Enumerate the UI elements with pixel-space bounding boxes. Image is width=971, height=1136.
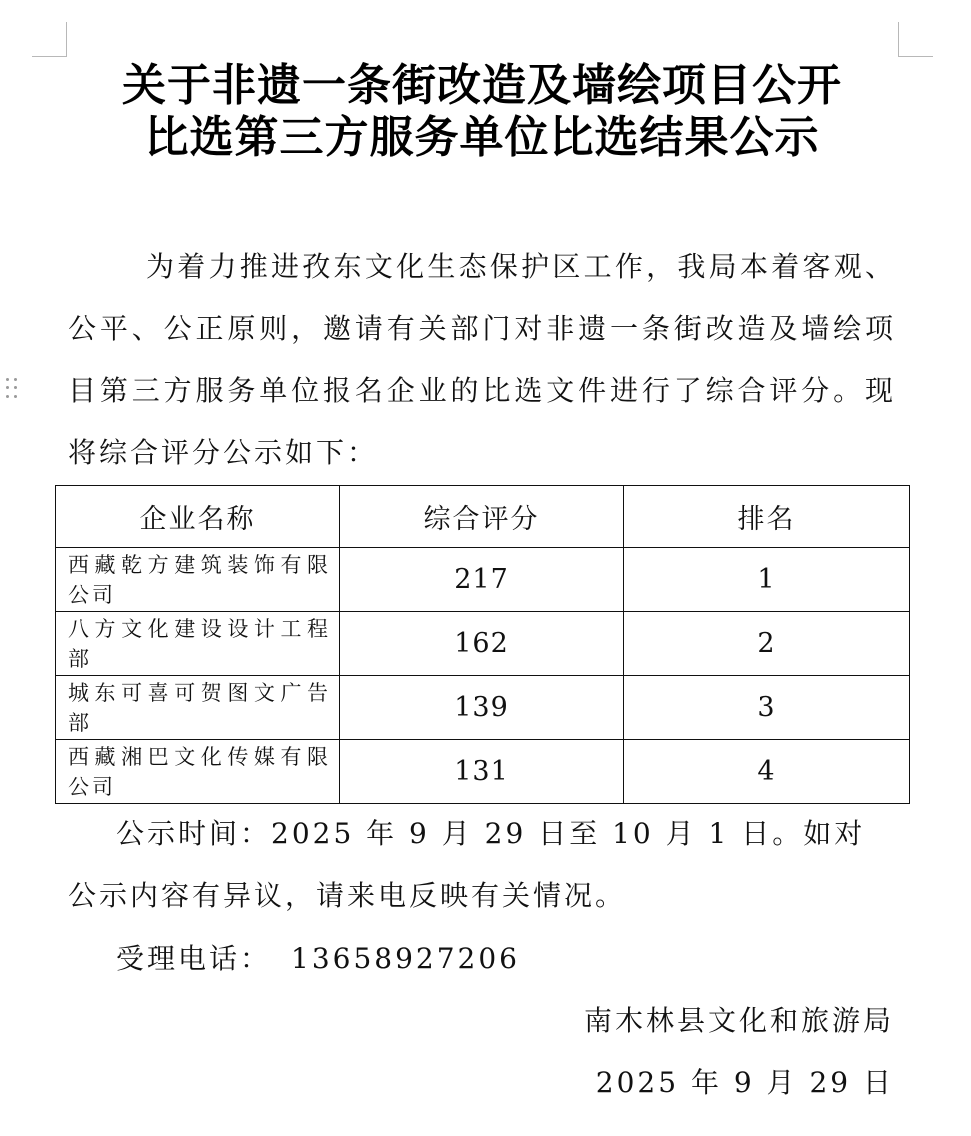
contact-label: 受理电话： — [116, 942, 272, 975]
page-corner-mark-top-left — [32, 22, 67, 57]
contact-phone: 13658927206 — [291, 942, 520, 975]
company-name: 八方文化建设设计工程部 — [56, 612, 340, 676]
table-header-row — [56, 486, 910, 548]
rank-value: 4 — [624, 740, 910, 804]
score-value: 131 — [340, 740, 624, 804]
contact-line — [116, 928, 520, 990]
company-name: 西藏乾方建筑装饰有限公司 — [56, 548, 340, 612]
rank-value: 3 — [624, 676, 910, 740]
score-value: 139 — [340, 676, 624, 740]
signature-date: 2025 年 9 月 29 日 — [595, 1066, 894, 1099]
drag-handle-icon[interactable] — [6, 378, 20, 400]
table-row — [56, 676, 910, 740]
title-line-2: 比选第三方服务单位比选结果公示 — [144, 112, 820, 163]
document-title — [40, 60, 924, 164]
company-name: 城东可喜可贺图文广告部 — [56, 676, 340, 740]
rank-value: 1 — [624, 548, 910, 612]
rank-value: 2 — [624, 612, 910, 676]
table-row — [56, 740, 910, 804]
header-score: 综合评分 — [340, 486, 624, 548]
company-name: 西藏湘巴文化传媒有限公司 — [56, 740, 340, 804]
signature-block — [584, 990, 894, 1114]
intro-paragraph: 为着力推进孜东文化生态保护区工作，我局本着客观、公平、公正原则，邀请有关部门对非遗一条街改造及墙绘项目第三方服务单位报名企业的比选文件进行了综合评分。现将综合评分公示如下： — [68, 250, 896, 469]
header-company: 企业名称 — [56, 486, 340, 548]
score-value: 217 — [340, 548, 624, 612]
score-value: 162 — [340, 612, 624, 676]
signature-org: 南木林县文化和旅游局 — [583, 1004, 894, 1037]
score-table — [55, 485, 910, 804]
table-row — [56, 612, 910, 676]
page-corner-mark-top-right — [898, 22, 933, 57]
notice-paragraph: 公示时间：2025 年 9 月 29 日至 10 月 1 日。如对公示内容有异议，请来电反映有关情况。 — [68, 817, 866, 912]
title-line-1: 关于非遗一条街改造及墙绘项目公开 — [122, 60, 842, 111]
table-row — [56, 548, 910, 612]
header-rank: 排名 — [624, 486, 910, 548]
